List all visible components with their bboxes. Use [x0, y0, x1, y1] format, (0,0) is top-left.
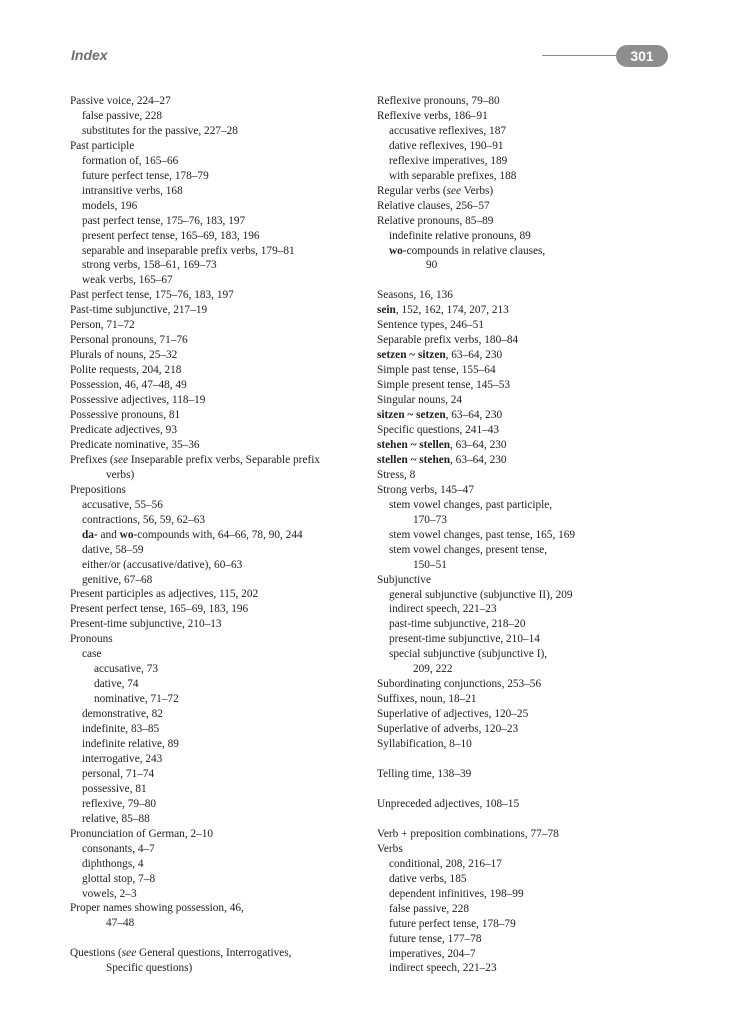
- entry-text: present perfect tense, 165–69, 183, 196: [82, 229, 260, 242]
- entry-text: weak verbs, 165–67: [82, 274, 173, 287]
- index-entry: [377, 94, 677, 109]
- index-subentry: [377, 588, 677, 603]
- index-subentry: [70, 513, 365, 528]
- index-subentry: [377, 961, 677, 976]
- entry-text: Reflexive verbs, 186–91: [377, 109, 488, 122]
- index-subentry: [377, 558, 677, 573]
- entry-text: Superlative of adverbs, 120–23: [377, 723, 519, 736]
- entry-text: Pronouns: [70, 633, 113, 646]
- entry-text: 170–73: [413, 513, 447, 526]
- entry-text: past perfect tense, 175–76, 183, 197: [82, 214, 246, 227]
- entry-text: accusative reflexives, 187: [389, 124, 506, 137]
- entry-text: stem vowel changes, past participle,: [389, 498, 553, 511]
- entry-text: case: [82, 648, 102, 661]
- index-subentry: [70, 498, 365, 513]
- entry-text: Verbs: [377, 842, 403, 855]
- index-subentry: [377, 154, 677, 169]
- index-subentry: [70, 916, 365, 931]
- index-entry: [377, 348, 677, 363]
- index-entry: [377, 767, 677, 782]
- entry-gap: [377, 812, 677, 827]
- bold-term: stellen ~ stehen: [377, 453, 451, 466]
- index-entry: [377, 423, 677, 438]
- index-subentry: [70, 273, 365, 288]
- index-subentry: [70, 244, 365, 259]
- index-entry: [70, 423, 365, 438]
- entry-text: separable and inseparable prefix verbs, 179–81: [82, 244, 295, 257]
- index-subentry: [70, 109, 365, 124]
- index-subentry: [70, 169, 365, 184]
- index-subentry: [70, 558, 365, 573]
- entry-text: imperatives, 204–7: [389, 947, 476, 960]
- index-subentry: [377, 617, 677, 632]
- index-entry: [70, 318, 365, 333]
- entry-text: Separable prefix verbs, 180–84: [377, 334, 519, 347]
- index-entry: [377, 692, 677, 707]
- entry-text: accusative, 73: [94, 663, 158, 676]
- index-entry: [377, 199, 677, 214]
- running-title: Index: [71, 47, 108, 63]
- entry-text: Subordinating conjunctions, 253–56: [377, 678, 542, 691]
- entry-text: Past participle: [70, 139, 135, 152]
- index-subentry: [377, 887, 677, 902]
- entry-text: Singular nouns, 24: [377, 394, 463, 407]
- index-subentry: [377, 932, 677, 947]
- index-entry: [377, 438, 677, 453]
- index-subentry: [70, 573, 365, 588]
- index-subentry: [70, 543, 365, 558]
- entry-text: with separable prefixes, 188: [389, 169, 517, 182]
- entry-text: indefinite relative pronouns, 89: [389, 229, 531, 242]
- entry-text: Past-time subjunctive, 217–19: [70, 304, 208, 317]
- entry-text: personal, 71–74: [82, 767, 155, 780]
- entry-text: Syllabification, 8–10: [377, 738, 472, 751]
- bold-term: sein: [377, 304, 396, 317]
- entry-text: diphthongs, 4: [82, 857, 144, 870]
- entry-text: Polite requests, 204, 218: [70, 364, 182, 377]
- bold-term: wo-: [389, 244, 407, 257]
- entry-text: , 63–64, 230: [450, 453, 507, 466]
- entry-text: Telling time, 138–39: [377, 767, 472, 780]
- entry-text: Person, 71–72: [70, 319, 135, 332]
- index-subentry: [70, 468, 365, 483]
- index-subentry: [70, 872, 365, 887]
- entry-text: 90: [426, 259, 438, 272]
- entry-text: vowels, 2–3: [82, 887, 137, 900]
- entry-text: conditional, 208, 216–17: [389, 857, 502, 870]
- index-entry: [377, 288, 677, 303]
- entry-text: Prefixes (: [70, 453, 114, 466]
- index-subentry: [70, 154, 365, 169]
- entry-text: Verb + preposition combinations, 77–78: [377, 827, 559, 840]
- entry-text: General questions, Interrogatives,: [136, 947, 292, 960]
- entry-gap: [70, 931, 365, 946]
- index-subentry: [70, 887, 365, 902]
- index-entry: [70, 363, 365, 378]
- entry-text: indefinite relative, 89: [82, 737, 179, 750]
- index-entry: [377, 677, 677, 692]
- index-entry: [377, 797, 677, 812]
- index-subentry: [70, 752, 365, 767]
- index-subentry: [70, 857, 365, 872]
- entry-text: dependent infinitives, 198–99: [389, 887, 524, 900]
- index-entry: [377, 737, 677, 752]
- index-subentry: [377, 513, 677, 528]
- entry-text: glottal stop, 7–8: [82, 872, 156, 885]
- index-subentry: [377, 244, 677, 259]
- entry-text: indirect speech, 221–23: [389, 962, 497, 975]
- index-entry: [377, 573, 677, 588]
- entry-text: substitutes for the passive, 227–28: [82, 124, 238, 137]
- entry-text: possessive, 81: [82, 782, 147, 795]
- index-entry: [377, 408, 677, 423]
- entry-text: Prepositions: [70, 483, 126, 496]
- index-entry: [377, 842, 677, 857]
- index-entry: [70, 333, 365, 348]
- index-subentry: [70, 737, 365, 752]
- index-subentry: [377, 229, 677, 244]
- index-entry: [377, 318, 677, 333]
- entry-text: 150–51: [413, 558, 447, 571]
- entry-text: Predicate nominative, 35–36: [70, 438, 200, 451]
- entry-text: Superlative of adjectives, 120–25: [377, 708, 529, 721]
- index-entry: [377, 393, 677, 408]
- index-subentry: [377, 647, 677, 662]
- entry-text: Reflexive pronouns, 79–80: [377, 95, 500, 107]
- entry-text: Simple past tense, 155–64: [377, 364, 496, 377]
- index-entry: [70, 438, 365, 453]
- bold-term: setzen ~ sitzen: [377, 349, 446, 362]
- index-entry: [377, 303, 677, 318]
- entry-text: Strong verbs, 145–47: [377, 483, 474, 496]
- index-subentry: [70, 662, 365, 677]
- index-entry: [377, 827, 677, 842]
- bold-term: wo-: [119, 528, 138, 541]
- entry-text: dative verbs, 185: [389, 872, 467, 885]
- page-number-badge: 301: [616, 45, 668, 67]
- entry-text: Sentence types, 246–51: [377, 319, 484, 332]
- italic-term: see: [446, 184, 462, 197]
- entry-text: Present-time subjunctive, 210–13: [70, 618, 222, 631]
- entry-text: false passive, 228: [389, 902, 469, 915]
- bold-term: da-: [82, 528, 98, 541]
- entry-text: Relative clauses, 256–57: [377, 199, 490, 212]
- index-subentry: [377, 662, 677, 677]
- entry-text: compounds with, 64–66, 78, 90, 244: [137, 528, 303, 541]
- index-entry: [70, 393, 365, 408]
- entry-text: Possession, 46, 47–48, 49: [70, 379, 187, 392]
- index-subentry: [70, 528, 365, 543]
- index-subentry: [70, 692, 365, 707]
- index-entry: [377, 483, 677, 498]
- entry-text: interrogative, 243: [82, 752, 163, 765]
- index-subentry: [377, 602, 677, 617]
- index-subentry: [70, 229, 365, 244]
- index-column-left: [70, 94, 365, 976]
- entry-text: Passive voice, 224–27: [70, 95, 171, 107]
- index-subentry: [377, 124, 677, 139]
- index-subentry: [377, 857, 677, 872]
- entry-text: Subjunctive: [377, 573, 431, 586]
- entry-text: Pronunciation of German, 2–10: [70, 827, 214, 840]
- entry-text: formation of, 165–66: [82, 154, 179, 167]
- entry-text: compounds in relative clauses,: [406, 244, 546, 257]
- index-entry: [70, 303, 365, 318]
- index-subentry: [377, 498, 677, 513]
- entry-text: future perfect tense, 178–79: [82, 169, 209, 182]
- index-entry: [377, 468, 677, 483]
- index-entry: [377, 333, 677, 348]
- index-subentry: [70, 647, 365, 662]
- index-entry: [70, 483, 365, 498]
- entry-text: present-time subjunctive, 210–14: [389, 633, 540, 646]
- entry-text: , 63–64, 230: [450, 438, 507, 451]
- index-entry: [377, 453, 677, 468]
- entry-text: general subjunctive (subjunctive II), 209: [389, 588, 573, 601]
- entry-text: verbs): [106, 468, 135, 481]
- index-subentry: [377, 169, 677, 184]
- entry-text: Proper names showing possession, 46,: [70, 902, 244, 915]
- index-subentry: [70, 124, 365, 139]
- entry-text: Possessive adjectives, 118–19: [70, 394, 206, 407]
- index-entry: [70, 587, 365, 602]
- index-entry: [70, 139, 365, 154]
- entry-text: Verbs): [461, 184, 494, 197]
- index-column-right: [377, 94, 677, 976]
- entry-text: nominative, 71–72: [94, 693, 179, 706]
- index-subentry: [377, 902, 677, 917]
- index-subentry: [377, 139, 677, 154]
- index-subentry: [70, 812, 365, 827]
- italic-term: see: [121, 947, 137, 960]
- entry-text: Questions (: [70, 947, 122, 960]
- entry-text: indefinite, 83–85: [82, 723, 160, 736]
- index-entry: [377, 184, 677, 199]
- bold-term: stehen ~ stellen: [377, 438, 451, 451]
- index-subentry: [377, 528, 677, 543]
- index-entry: [70, 632, 365, 647]
- index-entry: [377, 722, 677, 737]
- entry-text: future perfect tense, 178–79: [389, 917, 516, 930]
- entry-text: indirect speech, 221–23: [389, 603, 497, 616]
- entry-text: Specific questions, 241–43: [377, 424, 500, 437]
- entry-text: Inseparable prefix verbs, Separable prefix: [128, 453, 321, 466]
- entry-text: intransitive verbs, 168: [82, 184, 183, 197]
- entry-text: Relative pronouns, 85–89: [377, 214, 494, 227]
- bold-term: sitzen ~ setzen: [377, 409, 446, 422]
- entry-gap: [377, 273, 677, 288]
- entry-text: false passive, 228: [82, 109, 162, 122]
- entry-text: , 63–64, 230: [445, 409, 503, 422]
- entry-text: Personal pronouns, 71–76: [70, 334, 188, 347]
- entry-text: stem vowel changes, past tense, 165, 169: [389, 528, 576, 541]
- index-subentry: [377, 917, 677, 932]
- index-entry: [70, 617, 365, 632]
- index-entry: [377, 214, 677, 229]
- entry-text: past-time subjunctive, 218–20: [389, 618, 526, 631]
- index-subentry: [377, 872, 677, 887]
- entry-text: Plurals of nouns, 25–32: [70, 349, 178, 362]
- entry-text: Specific questions): [106, 962, 193, 975]
- entry-text: dative, 58–59: [82, 543, 144, 556]
- index-subentry: [70, 842, 365, 857]
- index-subentry: [70, 767, 365, 782]
- index-entry: [377, 363, 677, 378]
- index-subentry: [70, 214, 365, 229]
- entry-text: future tense, 177–78: [389, 932, 482, 945]
- index-subentry: [70, 782, 365, 797]
- entry-text: reflexive, 79–80: [82, 797, 157, 810]
- index-entry: [70, 94, 365, 109]
- index-entry: [70, 288, 365, 303]
- entry-text: Suffixes, noun, 18–21: [377, 693, 477, 706]
- index-subentry: [70, 707, 365, 722]
- index-entry: [70, 408, 365, 423]
- entry-text: contractions, 56, 59, 62–63: [82, 513, 205, 526]
- entry-text: dative, 74: [94, 678, 139, 691]
- entry-text: and: [97, 528, 120, 541]
- entry-text: 47–48: [106, 917, 135, 930]
- entry-text: special subjunctive (subjunctive I),: [389, 648, 548, 661]
- index-entry: [377, 707, 677, 722]
- index-subentry: [70, 677, 365, 692]
- index-subentry: [377, 543, 677, 558]
- index-subentry: [70, 258, 365, 273]
- entry-text: models, 196: [82, 199, 138, 212]
- entry-text: Stress, 8: [377, 468, 416, 481]
- index-entry: [70, 453, 365, 468]
- index-subentry: [377, 947, 677, 962]
- entry-text: Simple present tense, 145–53: [377, 379, 511, 392]
- entry-text: Regular verbs (: [377, 184, 447, 197]
- entry-gap: [377, 782, 677, 797]
- entry-text: dative reflexives, 190–91: [389, 139, 504, 152]
- entry-text: either/or (accusative/dative), 60–63: [82, 558, 243, 571]
- index-entry: [70, 946, 365, 961]
- entry-text: genitive, 67–68: [82, 573, 153, 586]
- entry-text: Seasons, 16, 136: [377, 289, 453, 302]
- index-entry: [70, 827, 365, 842]
- index-entry: [70, 602, 365, 617]
- index-entry: [70, 348, 365, 363]
- entry-text: accusative, 55–56: [82, 498, 163, 511]
- entry-text: consonants, 4–7: [82, 842, 155, 855]
- index-entry: [70, 378, 365, 393]
- entry-text: reflexive imperatives, 189: [389, 154, 508, 167]
- entry-text: strong verbs, 158–61, 169–73: [82, 259, 217, 272]
- italic-term: see: [113, 453, 129, 466]
- entry-text: Present participles as adjectives, 115, 202: [70, 588, 259, 601]
- entry-text: Predicate adjectives, 93: [70, 423, 177, 436]
- index-subentry: [70, 199, 365, 214]
- entry-text: relative, 85–88: [82, 812, 150, 825]
- entry-gap: [377, 752, 677, 767]
- index-entry: [377, 109, 677, 124]
- entry-text: , 63–64, 230: [445, 349, 503, 362]
- entry-text: , 152, 162, 174, 207, 213: [395, 304, 509, 317]
- index-subentry: [70, 797, 365, 812]
- entry-text: Unpreceded adjectives, 108–15: [377, 797, 520, 810]
- index-subentry: [377, 258, 677, 273]
- index-subentry: [70, 184, 365, 199]
- index-subentry: [377, 632, 677, 647]
- entry-text: Past perfect tense, 175–76, 183, 197: [70, 289, 234, 302]
- index-entry: [70, 901, 365, 916]
- index-subentry: [70, 722, 365, 737]
- index-entry: [377, 378, 677, 393]
- entry-text: Present perfect tense, 165–69, 183, 196: [70, 603, 249, 616]
- entry-text: demonstrative, 82: [82, 708, 163, 721]
- entry-text: 209, 222: [413, 663, 453, 676]
- entry-text: Possessive pronouns, 81: [70, 409, 181, 422]
- index-subentry: [70, 961, 365, 976]
- entry-text: stem vowel changes, present tense,: [389, 543, 548, 556]
